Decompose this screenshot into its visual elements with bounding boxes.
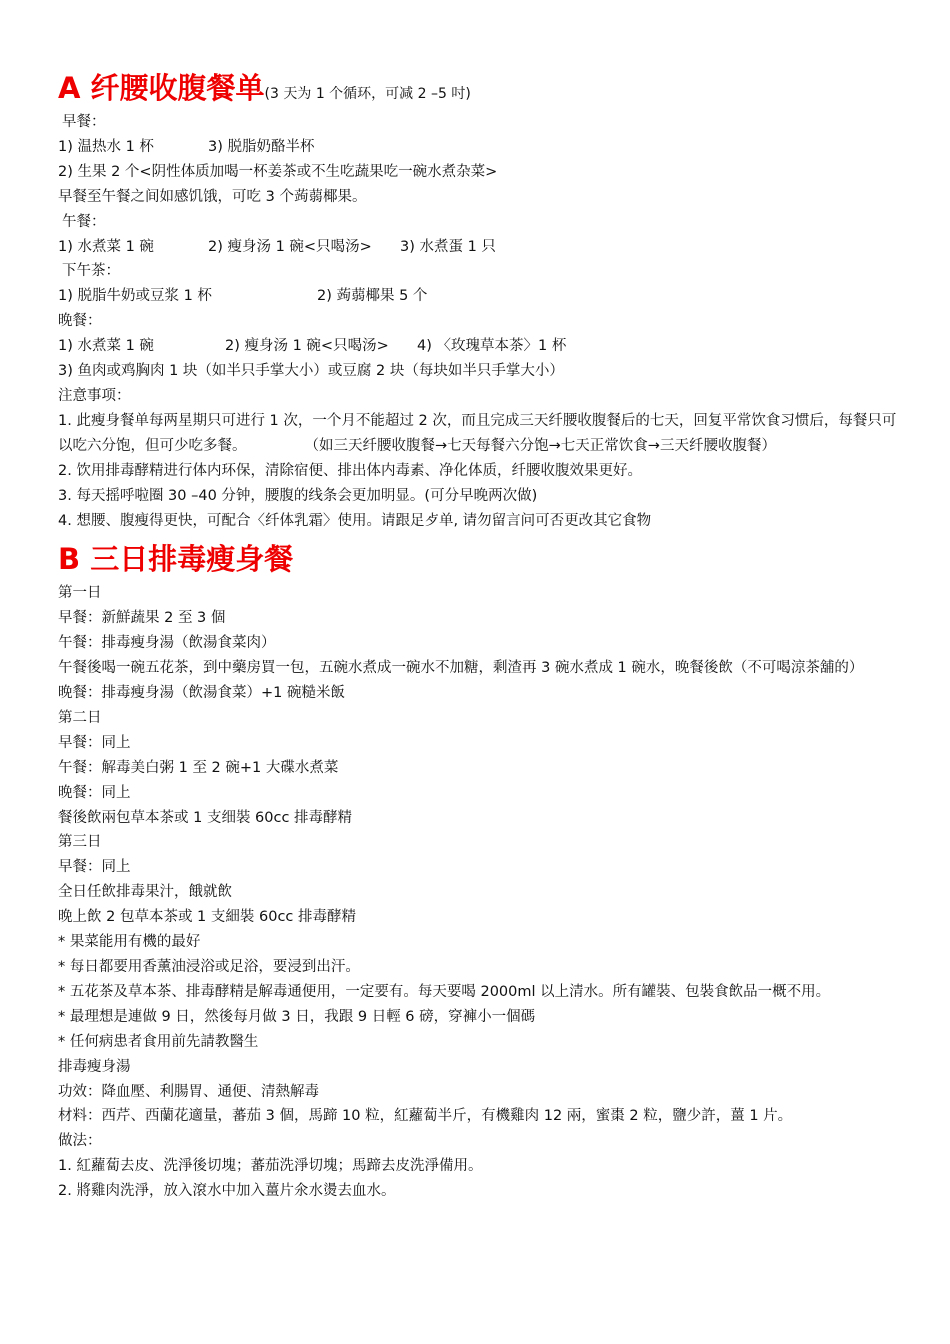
dinner-item-1: 1) 水煮菜 1 碗 <box>58 338 154 355</box>
section-b-line: 早餐：新鮮蔬果 2 至 3 個 <box>58 610 226 627</box>
lunch-item-1: 1) 水煮菜 1 碗 <box>58 238 154 255</box>
section-b-title: B 三日排毒瘦身餐 <box>58 542 294 577</box>
section-a-subtitle: (3 天为 1 个循环，可减 2 –5 吋) <box>264 86 471 102</box>
afternoon-tea-label: 下午茶： <box>62 263 120 280</box>
section-b-line: 晚餐：排毒瘦身湯（飲湯食菜）+1 碗糙米飯 <box>58 685 345 702</box>
dinner-item-2: 2) 瘦身汤 1 碗<只喝汤> <box>225 338 389 355</box>
section-b-line: 第三日 <box>58 834 102 851</box>
lunch-item-3: 3) 水煮蛋 1 只 <box>400 238 496 255</box>
dinner-label: 晚餐： <box>58 313 102 330</box>
section-b-line: * 每日都要用香薰油浸浴或足浴，要浸到出汗。 <box>58 959 360 975</box>
breakfast-item-2: 2) 生果 2 个<阴性体质加喝一杯姜茶或不生吃蔬果吃一碗水煮杂菜> <box>58 163 498 180</box>
section-b-line: * 果菜能用有機的最好 <box>58 934 201 951</box>
section-b-line: 全日任飲排毒果汁，餓就飲 <box>58 884 232 901</box>
section-b-heading <box>58 537 898 581</box>
breakfast-note: 早餐至午餐之间如感饥饿，可吃 3 个蒟蒻椰果。 <box>58 188 367 205</box>
section-a-heading <box>58 66 898 110</box>
note-4: 4. 想腰、腹瘦得更快，可配合〈纤体乳霜〉使用。请跟足歺单, 请勿留言问可否更改其它食物 <box>58 512 652 529</box>
afternoon-tea-row <box>58 284 898 309</box>
note-1: 1. 此瘦身餐单每两星期只可进行 1 次，一个月不能超过 2 次，而且完成三天纤腰收腹餐后的七天，回复平常饮食习惯后，每餐只可以吃六分饱，但可少吃多餐。 （如三天纤腰收腹餐→七天每餐六分饱→七天正常饮食→三天纤腰收腹餐） <box>58 412 897 454</box>
lunch-item-2: 2) 瘦身汤 1 碗<只喝汤> <box>208 238 372 255</box>
section-b-body <box>58 581 898 1204</box>
section-b-line: 早餐：同上 <box>58 734 131 751</box>
lunch-label: 午餐： <box>62 213 106 230</box>
section-b-line: 餐後飲兩包草本茶或 1 支细裝 60cc 排毒酵精 <box>58 809 353 826</box>
section-b-line: 午餐後喝一碗五花茶，到中藥房買一包，五碗水煮成一碗水不加糖，剩渣再 3 碗水煮成 1 碗水，晚餐後飲（不可喝涼茶舖的） <box>58 660 864 677</box>
section-b-line: * 最理想是連做 9 日，然後每月做 3 日，我跟 9 日輕 6 磅，穿褲小一個碼 <box>58 1008 536 1025</box>
section-b-line: * 任何病患者食用前先請教醫生 <box>58 1033 259 1050</box>
section-b-line: 午餐：排毒瘦身湯（飲湯食菜肉） <box>58 635 276 652</box>
section-b-line: 第二日 <box>58 709 102 726</box>
dinner-row <box>58 334 898 359</box>
document-body <box>58 66 898 1204</box>
section-b-line: 做法： <box>58 1133 102 1150</box>
section-b-line: 晚上飲 2 包草本茶或 1 支細裝 60cc 排毒酵精 <box>58 909 356 926</box>
section-b-line: 2. 將雞肉洗淨，放入滾水中加入薑片氽水燙去血水。 <box>58 1183 396 1200</box>
section-b-line: 午餐：解毒美白粥 1 至 2 碗+1 大碟水煮菜 <box>58 759 339 776</box>
breakfast-label: 早餐： <box>62 114 106 130</box>
lunch-row <box>58 235 898 260</box>
dinner-item-3: 3) 鱼肉或鸡胸肉 1 块（如半只手掌大小）或豆腐 2 块（每块如半只手掌大小） <box>58 363 564 380</box>
breakfast-item-1: 1) 温热水 1 杯 <box>58 138 154 155</box>
note-2: 2. 饮用排毒酵精进行体内环保，清除宿便、排出体内毒素、净化体质，纤腰收腹效果更好。 <box>58 462 642 479</box>
dinner-item-4: 4) 〈玫瑰草本茶〉1 杯 <box>417 338 567 355</box>
section-b-line: * 五花茶及草本茶、排毒酵精是解毒通便用，一定要有。每天要喝 2000ml 以上清水。所有罐裝、包裝食飲品一概不用。 <box>58 983 831 1000</box>
afternoon-tea-item-1: 1) 脱脂牛奶或豆浆 1 杯 <box>58 288 212 305</box>
notes-label: 注意事项： <box>58 387 131 404</box>
section-b-line: 排毒瘦身湯 <box>58 1058 131 1075</box>
section-b-line: 第一日 <box>58 585 102 602</box>
section-b-line: 材料：西芹、西蘭花適量，蕃茄 3 個，馬蹄 10 粒，紅蘿蔔半斤，有機雞肉 12 兩，蜜棗 2 粒，鹽少許，薑 1 片。 <box>58 1108 793 1125</box>
section-b-line: 1. 紅蘿蔔去皮、洗淨後切塊；蕃茄洗淨切塊；馬蹄去皮洗淨備用。 <box>58 1158 483 1175</box>
breakfast-row-1 <box>58 135 898 160</box>
afternoon-tea-item-2: 2) 蒟蒻椰果 5 个 <box>317 288 428 305</box>
breakfast-item-3: 3) 脱脂奶酪半杯 <box>208 138 315 155</box>
section-b-line: 功效：降血壓、利腸胃、通便、清熱解毒 <box>58 1083 319 1100</box>
section-b-line: 早餐：同上 <box>58 859 131 876</box>
section-a-title: A 纤腰收腹餐单 <box>58 71 265 105</box>
section-b-line: 晚餐：同上 <box>58 784 131 801</box>
note-3: 3. 每天摇呼啦圈 30 –40 分钟，腰腹的线条会更加明显。(可分早晚两次做) <box>58 487 538 504</box>
